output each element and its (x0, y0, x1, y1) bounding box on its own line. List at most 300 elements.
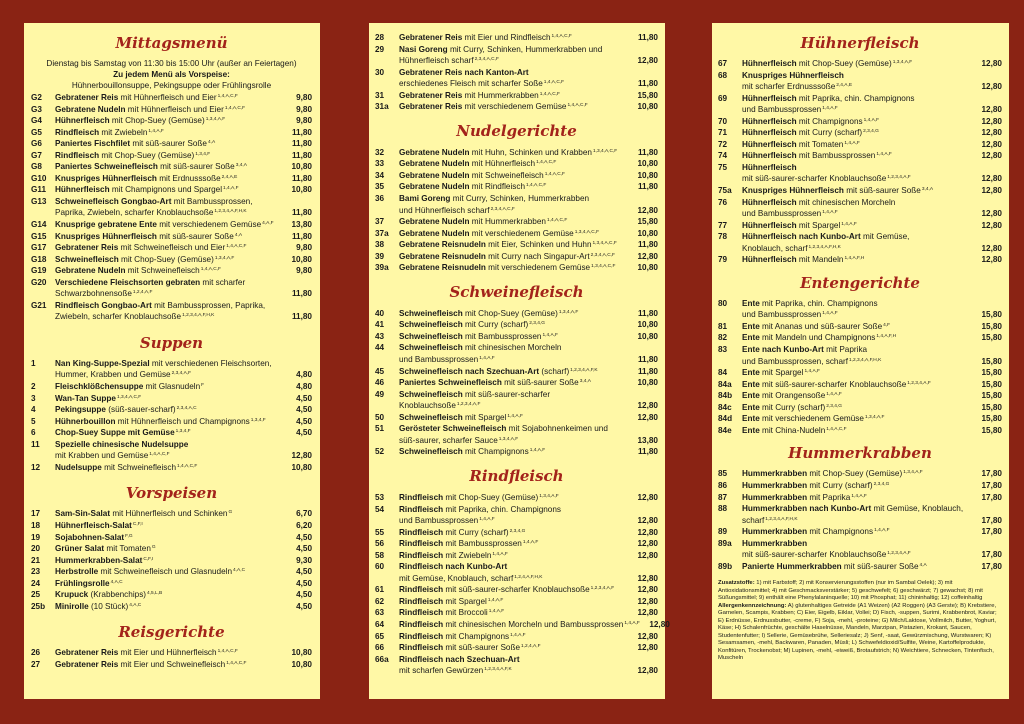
item-name: Gebratener Reis nach Kanton-Art (399, 67, 529, 77)
item-number: 4 (31, 405, 36, 415)
item-number: 60 (375, 562, 385, 572)
note-text: A) glutenhaltiges Getreide (A1 Weizen) (A2 Roggen) (A3 Gerste); B) Krebstiere, Garnelen, Scampis, Krabben; C) Eier, Eigelb, Eiklar, Vollei; D) Fisch, -suppen, Surimi, Krabbenbrot, Kaviar; E) Erdnüsse, Erdnussbutter, -creme, F) Soja, -mehl, -proteine; G) Milch/Laktose, Vollmilch, Butter, Yoghurt, Käse; H) Schalenfrüchte, geschälte Haselnüsse, Mandeln, Marzipan, Pistazien, Krokant, Saucen, Studentenfutter; I) Sellerie, Gemüsebrühe, Selleriesalz; J) Senf, -saat, Gewürzmischung, Wurstwaren; K) Sesamsamen, -mehl, Backwaren, Panaden, Müsli; L) Schwefeldioxid/Sulfite, Weine, Kartoffelprodukte, Konfitüren, Trockenobst; M) Lupinen, -mehl, -eiweiß, Brotaufstrich; N) Weichtiere, Schnecken, Tintenfisch, Muscheln (718, 602, 997, 662)
menu-item (718, 561, 1002, 573)
item-detail: erschiedenes Fleisch mit scharfer Soße (399, 79, 543, 89)
item-number: 28 (375, 33, 385, 42)
item-name: Frühlingsrolle (55, 578, 110, 588)
item-detail: mit Schweinefleisch (469, 170, 544, 180)
item-price: 15,80 (637, 90, 658, 100)
item-number: 84d (718, 414, 733, 424)
item-allergens: 1,4,A,F (507, 413, 523, 419)
item-price: 10,80 (637, 263, 658, 273)
item-number: 63 (375, 608, 385, 618)
item-allergens: 1,4,A,F (624, 620, 640, 626)
item-detail: mit Bambussprossen (462, 331, 542, 341)
menu-item (31, 138, 312, 150)
item-number: 39 (375, 251, 385, 261)
item-name: Ente (742, 414, 760, 424)
item-detail: mit Champignons (796, 116, 863, 126)
item-allergens: 1,2,3,4,A,F (590, 586, 615, 592)
item-name: Schweinefleisch (399, 447, 463, 457)
item-description (742, 104, 972, 116)
menu-item (375, 412, 658, 424)
item-allergens: 1,4,A,C,F (567, 103, 588, 109)
item-price: 15,80 (637, 217, 658, 227)
menu-item (718, 93, 1002, 105)
item-allergens: 2,3,4,G (873, 481, 890, 487)
item-price (282, 277, 312, 289)
item-allergens: 1,2,3,4,A,F,K (570, 367, 598, 373)
item-number: 37a (375, 228, 389, 238)
item-name: Hühnerfleisch (742, 151, 797, 161)
item-description (55, 231, 282, 243)
item-detail: mit scharfen Gewürzen (399, 666, 484, 676)
menu-item (375, 573, 658, 585)
item-price (972, 344, 1002, 356)
item-description (399, 654, 628, 666)
item-number (375, 354, 399, 366)
item-description (55, 578, 282, 590)
menu-item (375, 504, 658, 516)
item-price: 9,80 (296, 93, 312, 102)
item-detail: Schwarzbohnensoße (55, 289, 132, 299)
item-description (55, 184, 282, 196)
item-allergens: 1,3,4,A,F (558, 309, 579, 315)
section-title-rindfleisch: Rindfleisch (469, 466, 564, 485)
item-number: G17 (31, 243, 47, 253)
item-description (55, 381, 282, 393)
item-allergens: 4,A (207, 140, 216, 146)
item-number: 44 (375, 343, 385, 353)
item-number: G21 (31, 300, 47, 310)
item-price: 11,80 (637, 33, 658, 42)
item-description (55, 254, 282, 266)
item-allergens: 1,4,A,F,H (876, 334, 897, 340)
item-description (399, 596, 628, 608)
item-allergens: 2,4,A,E (221, 174, 238, 180)
item-detail: (10 Stück) (88, 601, 129, 611)
item-price: 12,80 (291, 451, 312, 461)
item-name: Gebratener Reis (55, 243, 119, 253)
menu-item (718, 231, 1002, 243)
item-price: 12,80 (981, 220, 1002, 230)
menu-item (31, 393, 312, 405)
item-description (399, 584, 628, 596)
item-price (972, 503, 1002, 515)
item-detail: mit Spargel (443, 596, 487, 606)
item-name: Ente (742, 298, 760, 308)
item-detail: mit scharfer (200, 277, 246, 287)
item-allergens: 1,2,3,4,A,F (456, 402, 481, 408)
item-allergens: 1,3,4,A,F (498, 436, 519, 442)
item-number: 3 (31, 393, 36, 403)
menu-item (31, 254, 312, 266)
item-description (742, 243, 972, 255)
item-description (399, 170, 628, 182)
item-description (742, 116, 972, 128)
menu-item (375, 665, 658, 677)
item-price: 11,80 (637, 366, 658, 376)
item-price: 11,80 (637, 182, 658, 192)
item-number: 62 (375, 596, 385, 606)
item-price: 10,80 (637, 159, 658, 169)
item-name: Rindfleisch nach Kunbo-Art (399, 562, 508, 572)
menu-item (31, 231, 312, 243)
menu-item (31, 184, 312, 196)
item-allergens: 1,4,A,C,F (546, 218, 568, 224)
menu-item (31, 242, 312, 254)
item-name: Gebratene Nudeln (399, 228, 470, 238)
item-allergens: 1,4,A,C,F (226, 660, 247, 666)
item-price: 12,80 (981, 59, 1002, 68)
item-name: Herbstrolle (55, 567, 99, 577)
menu-item (375, 446, 658, 458)
item-description (55, 589, 282, 601)
menu-item (375, 654, 658, 666)
item-name: Schweinefleisch (55, 254, 119, 264)
item-price: 12,80 (981, 116, 1002, 126)
item-detail: mit Champignons (807, 527, 874, 537)
item-allergens: 1,4,A,C,F (551, 34, 572, 39)
item-number (718, 356, 742, 368)
item-price (628, 44, 658, 56)
item-number: G4 (31, 116, 42, 126)
item-allergens: 1,2,3,4,A,F,H,K (808, 244, 841, 250)
item-description (742, 321, 972, 333)
item-number (31, 311, 55, 323)
item-description (55, 92, 282, 104)
item-name: Hummerkrabben (742, 469, 808, 479)
item-allergens: 1,4,A,F (492, 551, 508, 557)
item-allergens: 1,4,A,C,F (544, 171, 565, 177)
menu-item (375, 550, 658, 562)
item-number: 43 (375, 331, 385, 341)
item-number: 36 (375, 194, 385, 204)
item-description (399, 527, 628, 539)
item-price: 12,80 (637, 516, 658, 526)
item-number: 87 (718, 492, 728, 502)
item-name: Schweinefleisch (399, 331, 463, 341)
item-number: 32 (375, 147, 385, 157)
menu-item (31, 92, 312, 104)
item-price: 12,80 (637, 527, 658, 537)
item-description (55, 115, 282, 127)
item-price: 17,80 (981, 561, 1002, 571)
item-price: 12,80 (637, 643, 658, 653)
item-name: Gebratene Nudeln (399, 170, 470, 180)
item-name: Gebratener Reis (399, 33, 463, 42)
item-name: Rindfleisch (399, 596, 444, 606)
item-name: Gebratene Reisnudeln (399, 240, 486, 250)
item-number: 31 (375, 90, 385, 100)
item-name: Rindfleisch (399, 504, 444, 514)
item-description (55, 150, 282, 162)
item-description (399, 435, 628, 447)
item-price: 4,50 (296, 544, 312, 554)
item-number: 82 (718, 333, 728, 343)
item-price: 15,80 (981, 368, 1002, 378)
note-paragraph (718, 580, 1002, 603)
menu-item (718, 321, 1002, 333)
item-detail: Knoblauch, scharf (742, 243, 808, 253)
item-allergens: 4,A,C (233, 568, 246, 574)
item-name: Knuspriges Hühnerfleisch (55, 231, 157, 241)
item-description (55, 138, 282, 150)
menu-item (375, 181, 658, 193)
item-price: 11,80 (291, 150, 312, 160)
section-title-hummerkrabben: Hummerkrabben (788, 444, 932, 463)
item-price: 15,80 (981, 391, 1002, 401)
item-description (399, 619, 640, 631)
item-description (55, 196, 282, 208)
menu-item (718, 367, 1002, 379)
item-description (399, 607, 628, 619)
item-name: Gebratener Reis (55, 93, 119, 102)
item-number: 25 (31, 590, 41, 600)
item-allergens: 1,4,A,C,F (226, 244, 247, 250)
item-detail: mit Hühnerfleisch und Schinken (110, 509, 228, 519)
menu-item (31, 381, 312, 393)
item-allergens: 4,A,F (262, 221, 274, 227)
item-detail: mit Eier, Schinken und Huhn (485, 240, 592, 250)
item-price (628, 389, 658, 401)
item-price: 12,80 (637, 550, 658, 560)
item-number: G7 (31, 150, 42, 160)
item-number (375, 205, 399, 217)
item-detail: mit süß-saurer Soße (130, 139, 207, 149)
item-price: 4,50 (296, 405, 312, 415)
item-description (399, 573, 628, 585)
item-name: Panierte Hummerkrabben (742, 561, 842, 571)
item-detail: mit Zwiebeln (443, 550, 492, 560)
item-allergens: F,G (125, 533, 133, 539)
item-number: 24 (31, 578, 41, 588)
item-number (31, 288, 55, 300)
item-name: Ente (742, 402, 760, 412)
item-price: 11,80 (291, 173, 312, 183)
item-price: 12,80 (637, 251, 658, 261)
item-description (399, 515, 628, 527)
menu-item (718, 526, 1002, 538)
item-price: 9,80 (296, 104, 312, 114)
item-price: 12,80 (637, 596, 658, 606)
menu-item (375, 44, 658, 56)
item-description (399, 228, 628, 240)
item-detail: mit Curry (scharf) (807, 480, 873, 490)
item-description (742, 81, 972, 93)
menu-item (375, 389, 658, 401)
section-title-schweinefleisch: Schweinefleisch (449, 282, 584, 301)
item-description (55, 543, 282, 555)
item-description (742, 127, 972, 139)
item-name: Gebratene Nudeln (399, 182, 470, 192)
menu-item (31, 219, 312, 231)
item-number: 58 (375, 550, 385, 560)
menu-item (31, 566, 312, 578)
item-allergens: 1,4,A,C,F (526, 183, 547, 189)
item-allergens: 1,4,A,C,F (200, 267, 221, 273)
item-detail: mit verschiedenem Gemüse (156, 220, 262, 230)
item-name: Gebratene Reisnudeln (399, 251, 486, 261)
item-allergens: 1,3,4,A,C,F (592, 148, 618, 154)
menu-item (375, 158, 658, 170)
section-title-mittagsmenue: Mittagsmenü (115, 34, 228, 52)
item-name: Bami Goreng (399, 194, 451, 204)
item-number: G14 (31, 220, 47, 230)
item-number: G19 (31, 266, 47, 276)
item-price: 10,80 (291, 185, 312, 195)
item-price: 11,80 (291, 208, 312, 218)
item-price: 12,80 (637, 631, 658, 641)
item-number: 84c (718, 402, 732, 412)
menu-item (31, 508, 312, 520)
item-name: Sam-Sin-Salat (55, 509, 111, 519)
item-description (399, 55, 628, 67)
item-description (55, 277, 282, 289)
item-description (742, 208, 972, 220)
item-price: 4,80 (296, 382, 312, 392)
item-description (742, 93, 972, 105)
item-price: 10,80 (637, 228, 658, 238)
menu-item (718, 208, 1002, 220)
item-allergens: 2,3,4,A,C (176, 406, 197, 412)
item-name: Ente (742, 333, 760, 343)
item-number: 70 (718, 116, 728, 126)
item-name: Paniertes Fischfilet (55, 139, 131, 149)
item-price: 15,80 (981, 379, 1002, 389)
item-name: Schweinefleisch (399, 320, 463, 330)
item-detail: mit Hummerkrabben (469, 217, 546, 227)
item-detail: mit Chop-Suey (Gemüse) (807, 469, 903, 479)
item-detail: mit Bambussprossen (443, 539, 522, 549)
item-detail: mit Curry nach Singapur-Art (485, 251, 590, 261)
item-description (55, 647, 282, 659)
item-description (55, 300, 282, 312)
item-name: Grüner Salat (55, 544, 105, 554)
item-name: Knuspriges Hühnerfleisch (742, 186, 844, 196)
item-description (399, 342, 628, 354)
item-detail: mit Gemüse, (860, 232, 910, 242)
item-description (742, 220, 972, 232)
item-description (742, 538, 972, 550)
item-price (628, 423, 658, 435)
item-detail: mit Mandeln (796, 255, 844, 265)
menu-item (31, 532, 312, 544)
menu-item (375, 423, 658, 435)
item-description (742, 468, 972, 480)
item-number: 72 (718, 139, 728, 149)
item-description (742, 332, 972, 344)
menu-item (31, 288, 312, 300)
item-number (375, 435, 399, 447)
item-number: 27 (31, 659, 41, 669)
item-detail: mit Bambussprossen, (171, 196, 253, 206)
item-detail: Zwiebeln, scharfer Knoblauchsoße (55, 312, 182, 322)
item-price: 12,80 (637, 401, 658, 411)
item-detail: mit Gemüse, Knoblauch, (871, 504, 964, 514)
item-name: Hummerkrabben-Salat (55, 555, 143, 565)
item-price: 15,80 (981, 425, 1002, 435)
menu-item (718, 185, 1002, 197)
item-allergens: 1,2,3,4,A,F,H,K (182, 313, 215, 319)
item-allergens: 1,2,3,4,A,F,H,K (765, 516, 798, 522)
item-allergens: 1,4,A,C,F (539, 91, 560, 97)
item-allergens: 2,3,4,A,F (171, 371, 192, 377)
item-detail: mit Spargel (462, 412, 507, 422)
item-name: Gebratener Reis (399, 90, 463, 100)
item-description (742, 402, 972, 414)
item-name: Gebratene Nudeln (399, 147, 470, 157)
menu-item (375, 631, 658, 643)
item-description (742, 231, 972, 243)
item-name: Schweinefleisch (399, 389, 463, 399)
section-title-reisgerichte: Reisgerichte (118, 623, 225, 642)
menu-item (375, 251, 658, 263)
item-number: 40 (375, 308, 385, 318)
menu-item (31, 555, 312, 567)
item-detail: und Bambussprossen (399, 516, 479, 526)
item-allergens: 1,4,A,C,F (149, 452, 170, 458)
item-detail: mit Huhn, Schinken und Krabben (469, 147, 592, 157)
menu-item (31, 161, 312, 173)
item-detail: mit Hühnerfleisch (469, 159, 536, 169)
item-price: 12,80 (649, 619, 670, 629)
menu-item (375, 561, 658, 573)
item-number: 6 (31, 428, 36, 438)
item-allergens: 1,3,4,A,F (864, 415, 885, 421)
item-name: Gebratene Nudeln (55, 266, 126, 276)
item-price: 11,80 (291, 139, 312, 149)
item-number: 67 (718, 59, 728, 68)
menu-item (375, 366, 658, 378)
item-name: Rindfleisch (399, 550, 444, 560)
item-price: 11,80 (291, 127, 312, 137)
item-price (972, 93, 1002, 105)
item-name: Nasi Goreng (399, 44, 448, 54)
item-detail: und Hühnerfleisch scharf (399, 205, 490, 215)
item-detail: mit Rindfleisch (469, 182, 526, 192)
item-name: Schweinefleisch (399, 343, 463, 353)
menu-item (375, 101, 658, 113)
item-detail: mit süß-saurer Soße (156, 231, 234, 241)
item-number: 89b (718, 561, 733, 571)
menu-item (375, 308, 658, 320)
item-allergens: 1,4,A,C,F (217, 649, 238, 655)
item-price: 4,50 (296, 601, 312, 611)
menu-item (718, 58, 1002, 70)
item-price: 15,80 (981, 414, 1002, 424)
item-price: 10,80 (291, 659, 312, 669)
item-price: 10,80 (637, 331, 658, 341)
item-detail: mit Curry, Schinken, Hummerkrabben (450, 194, 590, 204)
item-number (31, 450, 55, 462)
item-number: 21 (31, 555, 41, 565)
item-description (742, 197, 972, 209)
item-number: G18 (31, 254, 47, 264)
item-description (55, 173, 282, 185)
menu-item (31, 369, 312, 381)
menu-item (718, 309, 1002, 321)
item-detail: mit Paprika, chin. Champignons (759, 298, 878, 308)
item-allergens: 1,4,A,F (841, 221, 857, 227)
item-description (399, 205, 628, 217)
item-detail: mit Champignons (443, 631, 510, 641)
item-detail: mit süß-saurer Soße (843, 186, 921, 196)
item-detail: mit süß-saurer-scharfer Knoblauchsoße (742, 550, 887, 560)
item-price: 9,80 (296, 266, 312, 276)
item-price: 9,80 (296, 243, 312, 253)
item-detail: mit süß-saurer-scharfer Knoblauchsoße (443, 585, 590, 595)
